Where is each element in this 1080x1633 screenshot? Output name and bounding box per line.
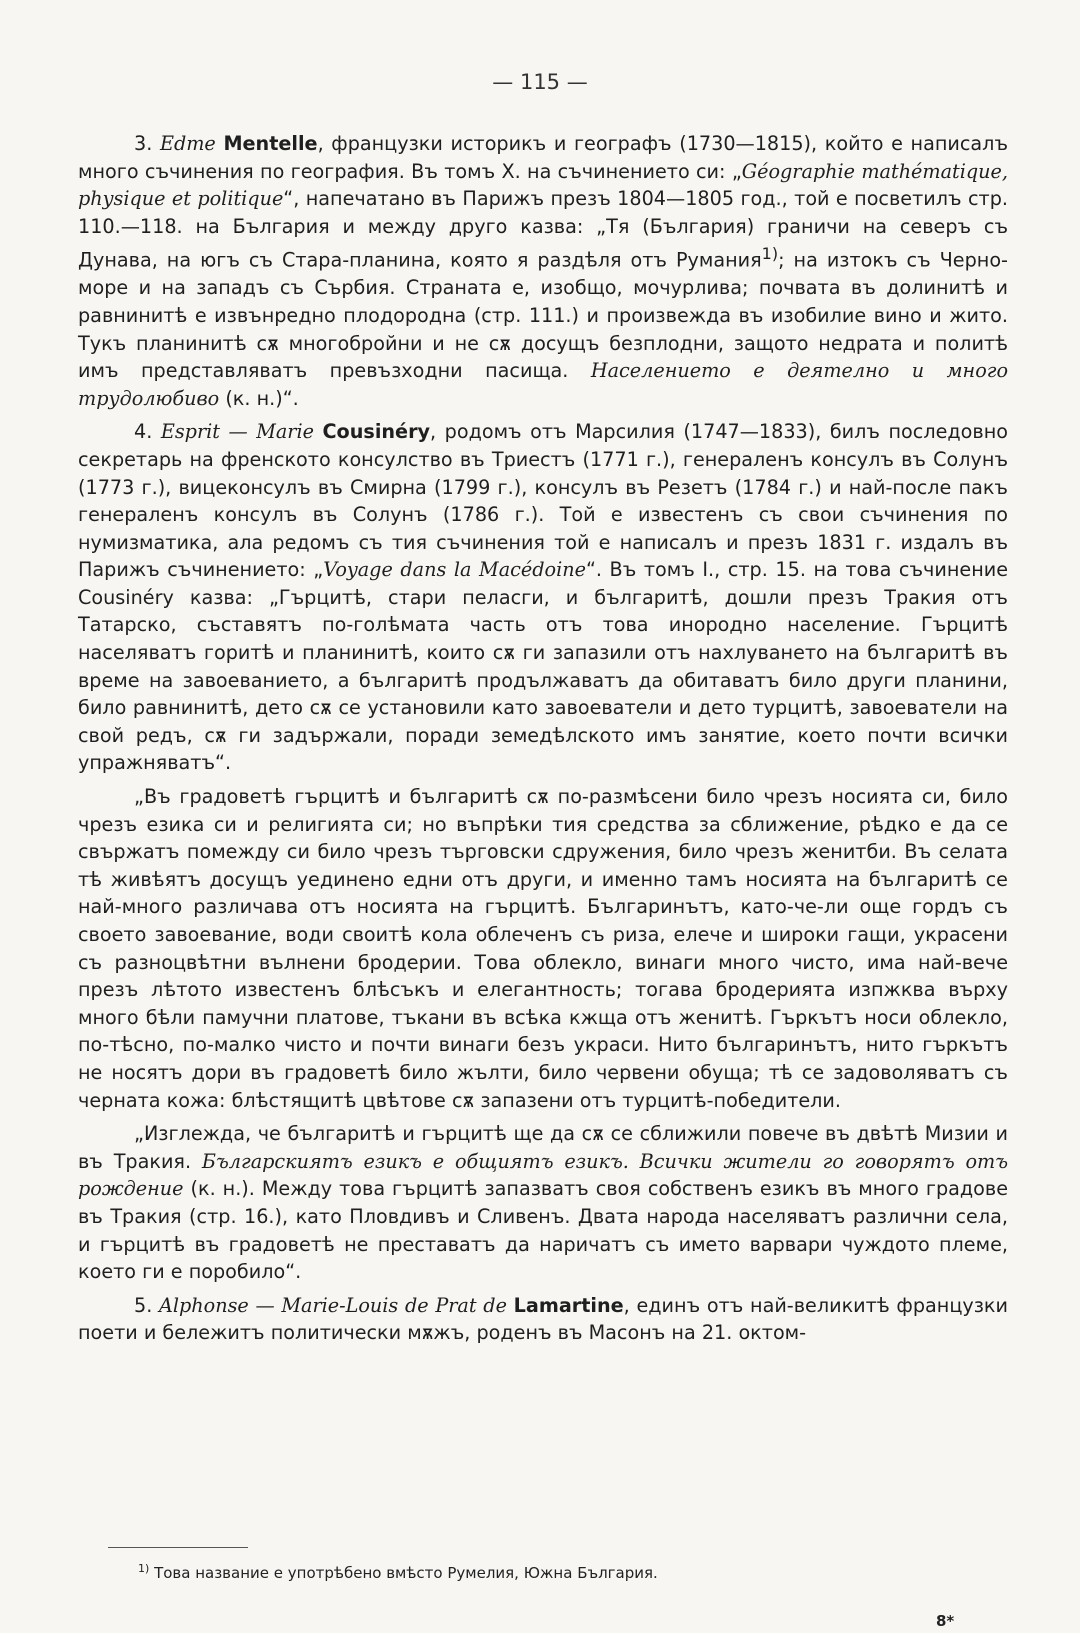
- text-run: 5.: [134, 1293, 160, 1317]
- paragraph: [78, 1120, 1008, 1286]
- text-run: [507, 1294, 514, 1317]
- paragraph: [78, 1292, 1008, 1347]
- text-run: Mentelle: [223, 132, 318, 155]
- text-run: Géographie mathématique, physique et politique: [78, 159, 1008, 211]
- text-run: “, напечатано въ Парижъ презъ 1804—1805 год., той е посветилъ стр. 110.—118. на България и между друго казва: „Тя (България) граничи на северъ съ Дунава, на югъ съ Стара-планина, която я раздѣля отъ Румания: [78, 187, 1008, 272]
- signature-mark: 8*: [936, 1612, 955, 1630]
- text-run: , французки историкъ и географъ (1730—1815), който е написалъ много съчинения по география. Въ томъ X. на съчинението си: „: [78, 132, 1008, 183]
- text-run: Cousinéry: [322, 420, 431, 444]
- paragraph: [78, 783, 1008, 1114]
- text-run: (к. н.)“.: [219, 386, 299, 410]
- text-run: Lamartine: [513, 1293, 624, 1317]
- text-run: ; на изтокъ съ Черно-море и на западъ съ Сърбия. Страната е, изобщо, мочурлива; почвата въ долинитѣ и равнинитѣ е извънредно плодородна (стр. 111.) и произвежда въ изобилие вино и жито. Тукъ планинитѣ сѫ многобройни и не сѫ досущъ безплодни, защото недрата и политѣ имъ представляватъ превъзходни пасища.: [78, 248, 1008, 383]
- text-run: „Въ градоветѣ гърцитѣ и българитѣ сѫ по-размѣсени било чрезъ носията си, било чрезъ езика си и религията си; но въпрѣки тия средства за сближение, рѣдко е да се свържатъ помежду си било чрезъ търговски сдружения, било чрезъ женитби. Въ селата тѣ живѣятъ досущъ уединено едни отъ други, и именно тамъ носията на българитѣ се най-много различава отъ носията на гърцитѣ. Българинътъ, като-че-ли още гордъ съ своето завоевание, води своитѣ кола облеченъ съ риза, елече и широки гащи, украсени съ разноцвѣтни вълнени бродерии. Това облекло, винаги много чисто, има най-вече презъ лѣтото известенъ блѣсъкъ и елегантность; тогава бродерията изпжква върху много бѣли памучни платове, тъкани въ всѣка кжща отъ женитѣ. Гъркътъ носи облекло, по-тѣсно, по-малко чисто и почти винаги безъ украси. Нито българинътъ, нито гъркътъ не носятъ дори въ градоветѣ било жълти, било червени обуща; тѣ се задоволяватъ съ черната кожа: блѣстящитѣ цвѣтове сѫ запазени отъ турцитѣ-победители.: [78, 785, 1008, 1112]
- text-run: , родомъ отъ Марсилия (1747—1833), билъ последовно секретарь на френското консулство въ Триестъ (1771 г.), генераленъ консулъ въ Солунъ (1773 г.), вицеконсулъ въ Смирна (1799 г.), консулъ въ Резетъ (1784 г.) и най-после пакъ генераленъ консулъ въ Солунъ (1786 г.). Той е известенъ съ свои съчинения по нумизматика, ала редомъ съ тия съчинения той е написалъ и презъ 1831 г. издалъ въ Парижъ съчинението: „: [78, 420, 1008, 582]
- text-run: „Изглежда, че българитѣ и гърцитѣ ще да сѫ се сближили повече въ двѣтѣ Мизии и въ Тракия.: [78, 1122, 1008, 1173]
- text-run: Edme: [159, 132, 216, 155]
- paragraph: [78, 130, 1008, 412]
- text-run: Българскиятъ езикъ е общиятъ езикъ. Всички жители го говорятъ отъ рождение: [78, 1149, 1008, 1201]
- text-run: , единъ отъ най-великитѣ французки поети и бележитъ политически мѫжъ, роденъ въ Масонъ на 21. октом-: [78, 1293, 1008, 1345]
- text-run: (к. н.). Между това гърцитѣ запазватъ своя собственъ езикъ въ много градове въ Тракия (стр. 16.), като Пловдивъ и Сливенъ. Двата народа населяватъ различни села, и гърцитѣ въ градоветѣ не преставатъ да наричатъ съ името варвари чуждото племе, което ги е поробило“.: [78, 1177, 1008, 1284]
- footnote-text: Това название е употрѣбено вмѣсто Румелия, Южна България.: [149, 1564, 658, 1582]
- text-run: Voyage dans la Macédoine: [323, 558, 586, 582]
- page-number: — 115 —: [492, 70, 588, 94]
- footnote-divider: [108, 1547, 248, 1548]
- paragraph: [78, 418, 1008, 777]
- text-run: 4.: [134, 420, 161, 444]
- text-run: “. Въ томъ I., стр. 15. на това съчинение Cousinéry казва: „Гърцитѣ, стари пеласги, и българитѣ, дошли презъ Тракия отъ Татарско, съставятъ по-голѣмата часть отъ това инородно население. Гърцитѣ населяватъ горитѣ и планинитѣ, които сѫ ги запазили отъ нахлуването на българитѣ въ време на завоеванието, а българитѣ продължаватъ да обитаватъ било други планини, било равнинитѣ, дето сѫ се установили като завоеватели и дето турцитѣ, завоеватели на свой редъ, сѫ ги задържали, поради земедѣлското имъ занятие, което почти всички упражняватъ“.: [78, 558, 1009, 775]
- text-run: Esprit — Marie: [160, 420, 314, 444]
- body-text: [78, 130, 1008, 1353]
- text-run: Населението е деятелно и много трудолюбиво: [78, 359, 1008, 410]
- footnote-marker: 1): [138, 1562, 150, 1575]
- footnote-ref: 1): [761, 244, 779, 264]
- footnote: [138, 1562, 658, 1582]
- text-run: 3.: [134, 132, 160, 155]
- text-run: Alphonse — Marie-Louis de Prat de: [159, 1293, 507, 1317]
